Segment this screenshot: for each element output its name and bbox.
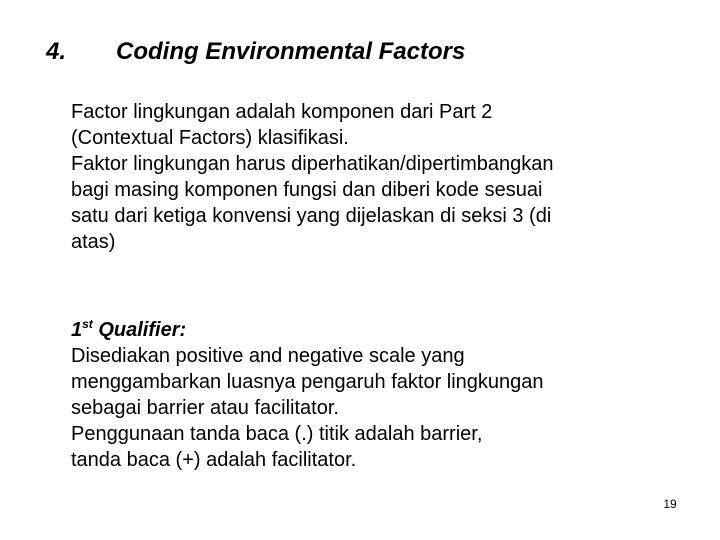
qualifier-number: 1 [71, 319, 83, 341]
text-line: tanda baca (+) adalah facilitator. [71, 449, 357, 471]
text-line: menggambarkan luasnya pengaruh faktor lingkungan [71, 371, 544, 393]
qualifier-heading [71, 317, 671, 343]
qualifier-label: Qualifier: [92, 319, 187, 341]
text-line: atas) [71, 231, 116, 253]
paragraph-first-qualifier [71, 317, 671, 473]
text-line: sebagai barrier atau facilitator. [71, 397, 339, 419]
page-number: 19 [663, 497, 677, 511]
text-line: Faktor lingkungan harus diperhatikan/dipertimbangkan [71, 153, 554, 175]
text-line: Penggunaan tanda baca (.) titik adalah barrier, [71, 423, 483, 445]
text-line: Disediakan positive and negative scale yang [71, 345, 465, 367]
slide-title [46, 34, 686, 70]
section-title: Coding Environmental Factors [116, 38, 466, 65]
paragraph-environmental-factors [71, 99, 671, 255]
section-number: 4. [46, 38, 67, 65]
text-line: (Contextual Factors) klasifikasi. [71, 127, 349, 149]
text-line: bagi masing komponen fungsi dan diberi kode sesuai [71, 179, 543, 201]
text-line: Factor lingkungan adalah komponen dari Part 2 [71, 101, 493, 123]
qualifier-ordinal-suffix: st [82, 317, 93, 331]
text-line: satu dari ketiga konvensi yang dijelaskan di seksi 3 (di [71, 205, 552, 227]
